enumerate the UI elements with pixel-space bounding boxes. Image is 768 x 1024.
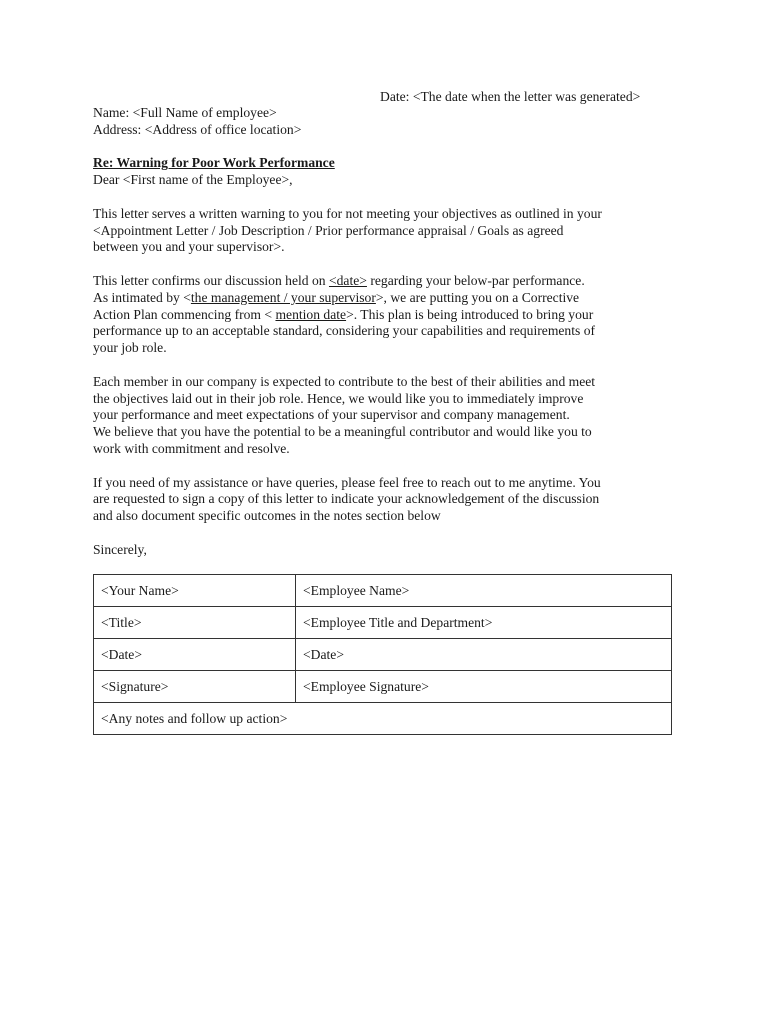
notes-cell: <Any notes and follow up action> bbox=[94, 703, 672, 735]
paragraph-discussion bbox=[93, 273, 683, 357]
paragraph-line: between you and your supervisor>. bbox=[93, 239, 285, 255]
table-row bbox=[94, 639, 672, 671]
title-cell: <Title> bbox=[94, 607, 296, 639]
supervisor-placeholder: the management / your supervisor bbox=[190, 289, 376, 305]
paragraph-warning bbox=[93, 206, 683, 256]
paragraph-line: If you need of my assistance or have queries, please feel free to reach out to me anytime. You bbox=[93, 474, 601, 490]
signature-cell: <Signature> bbox=[94, 671, 296, 703]
letter-date: Date: <The date when the letter was generated> bbox=[380, 89, 641, 104]
paragraph-expectations bbox=[93, 374, 683, 458]
paragraph-line: work with commitment and resolve. bbox=[93, 440, 290, 456]
paragraph-line: <Appointment Letter / Job Description / Prior performance appraisal / Goals as agreed bbox=[93, 222, 564, 238]
table-row bbox=[94, 671, 672, 703]
table-row bbox=[94, 703, 672, 735]
mention-date-placeholder: mention date bbox=[275, 306, 347, 322]
employee-name-cell: <Employee Name> bbox=[296, 575, 672, 607]
paragraph-line: the objectives laid out in their job role. Hence, we would like you to immediately improve bbox=[93, 390, 584, 406]
paragraph-line: and also document specific outcomes in the notes section below bbox=[93, 508, 441, 524]
paragraph-assistance bbox=[93, 475, 683, 525]
recipient-name: Name: <Full Name of employee> bbox=[93, 105, 277, 120]
date-cell: <Date> bbox=[94, 639, 296, 671]
employee-date-cell: <Date> bbox=[296, 639, 672, 671]
closing: Sincerely, bbox=[93, 541, 147, 557]
paragraph-line: are requested to sign a copy of this letter to indicate your acknowledgement of the discussion bbox=[93, 491, 600, 507]
paragraph-line: Action Plan commencing from < mention date>. This plan is being introduced to bring your bbox=[93, 306, 594, 322]
paragraph-line: This letter confirms our discussion held on <date> regarding your below-par performance. bbox=[93, 272, 585, 288]
salutation: Dear <First name of the Employee>, bbox=[93, 172, 293, 188]
signature-table bbox=[93, 574, 672, 735]
recipient-address: Address: <Address of office location> bbox=[93, 121, 302, 137]
employee-title-cell: <Employee Title and Department> bbox=[296, 607, 672, 639]
paragraph-line: your performance and meet expectations of your supervisor and company management. bbox=[93, 407, 570, 423]
date-placeholder: <date> bbox=[328, 272, 367, 288]
letter-body bbox=[93, 105, 683, 559]
your-name-cell: <Your Name> bbox=[94, 575, 296, 607]
paragraph-line: This letter serves a written warning to you for not meeting your objectives as outlined in your bbox=[93, 205, 602, 221]
employee-signature-cell: <Employee Signature> bbox=[296, 671, 672, 703]
paragraph-line: As intimated by <the management / your supervisor>, we are putting you on a Corrective bbox=[93, 289, 580, 305]
table-row bbox=[94, 607, 672, 639]
paragraph-line: your job role. bbox=[93, 340, 167, 356]
paragraph-line: Each member in our company is expected to contribute to the best of their abilities and meet bbox=[93, 373, 596, 389]
paragraph-line: We believe that you have the potential to be a meaningful contributor and would like you to bbox=[93, 424, 592, 440]
table-row bbox=[94, 575, 672, 607]
letter-subject: Re: Warning for Poor Work Performance bbox=[93, 155, 335, 171]
paragraph-line: performance up to an acceptable standard, considering your capabilities and requirements of bbox=[93, 323, 596, 339]
